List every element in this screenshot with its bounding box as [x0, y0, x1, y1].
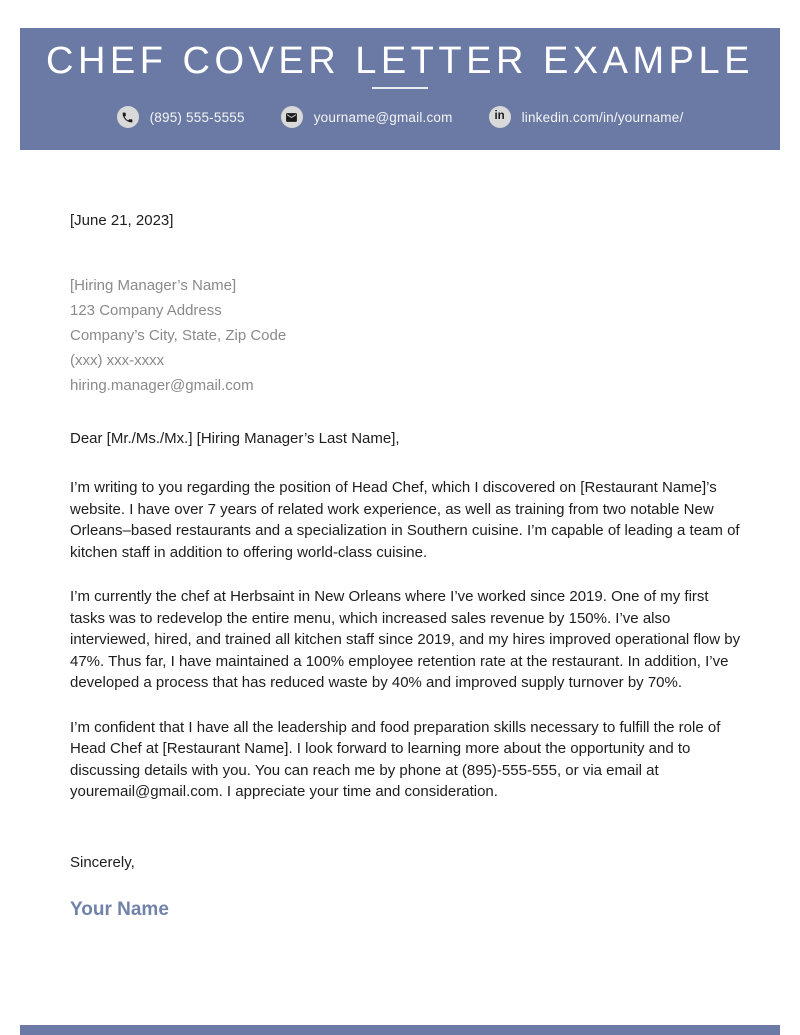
contact-email-text: yourname@gmail.com: [313, 109, 453, 125]
closing-line: Sincerely,: [70, 853, 135, 871]
recipient-address: 123 Company Address: [70, 302, 222, 319]
linkedin-icon: in: [489, 106, 511, 128]
recipient-name: [Hiring Manager’s Name]: [70, 277, 237, 294]
salutation: Dear [Mr./Ms./Mx.] [Hiring Manager’s Last Name],: [70, 430, 400, 447]
contact-row: [20, 106, 780, 128]
recipient-block: [70, 273, 744, 398]
recipient-city-state-zip: Company’s City, State, Zip Code: [70, 327, 287, 344]
letter-date: [June 21, 2023]: [70, 212, 174, 229]
paragraph-intro: I’m writing to you regarding the position of Head Chef, which I discovered on [Restaurant Name]’s website. I have over 7 years of related work experience, as well as training from two notable New Orleans–based restaurants and a specialization in Southern cuisine. I’m capable of leading a team of kitchen staff in addition to offering world-class cuisine.: [70, 479, 740, 561]
recipient-email: hiring.manager@gmail.com: [70, 377, 254, 394]
letter-body: [70, 213, 744, 921]
paragraph-closing: I’m confident that I have all the leadership and food preparation skills necessary to fulfill the role of Head Chef at [Restaurant Name]. I look forward to learning more about the opportunity and to discussing details with you. You can reach me by phone at (895)-555-555, or via email at youremail@gmail.com. I appreciate your time and consideration.: [70, 718, 721, 800]
contact-phone-text: (895) 555-5555: [149, 109, 245, 125]
email-icon: [281, 106, 303, 128]
header-band: [20, 28, 780, 150]
contact-linkedin-text: linkedin.com/in/yourname/: [521, 109, 684, 125]
recipient-phone: (xxx) xxx-xxxx: [70, 352, 165, 369]
title-underline: [372, 87, 428, 89]
page-title: CHEF COVER LETTER EXAMPLE: [46, 40, 754, 82]
paragraph-experience: I’m currently the chef at Herbsaint in New Orleans where I’ve worked since 2019. One of my first tasks was to redevelop the entire menu, which increased sales revenue by 150%. I’ve also interviewed, hired, and trained all kitchen staff since 2019, and my hires improved operational flow by 47%. Thus far, I have maintained a 100% employee retention rate at the restaurant. In addition, I’ve developed a process that has reduced waste by 40% and improved supply turnover by 70%.: [70, 588, 741, 691]
signature-name: Your Name: [70, 898, 169, 920]
phone-icon: [117, 106, 139, 128]
contact-linkedin: [489, 106, 684, 128]
contact-email: [281, 106, 453, 128]
footer-band: [20, 1025, 780, 1035]
contact-phone: [117, 106, 245, 128]
